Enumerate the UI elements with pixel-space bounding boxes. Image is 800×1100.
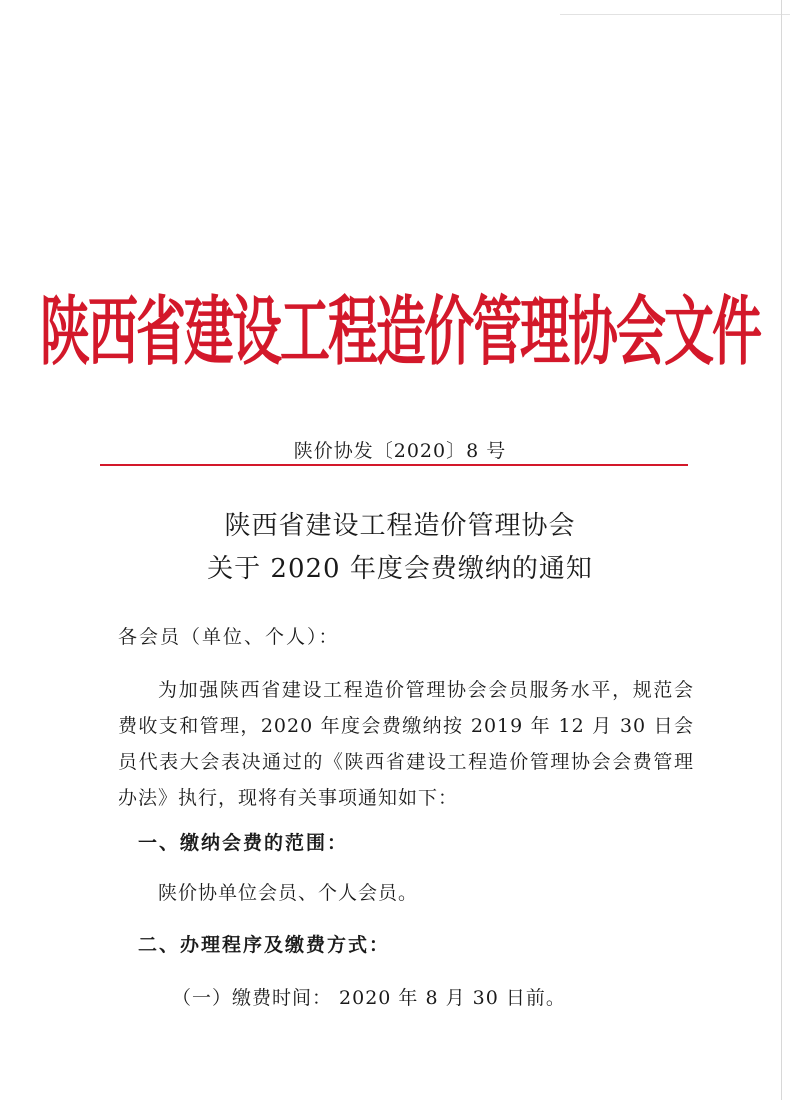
section1-heading: 一、缴纳会费的范围： <box>138 832 349 854</box>
salutation: 各会员（单位、个人）： <box>118 626 340 648</box>
org-file-title: 陕西省建设工程造价管理协会文件 <box>40 288 760 376</box>
document-number: 陕价协发〔2020〕8 号 <box>293 440 507 462</box>
red-divider-line <box>100 464 688 466</box>
notice-title-line1: 陕西省建设工程造价管理协会 <box>224 511 576 541</box>
notice-title-line2: 关于 2020 年度会费缴纳的通知 <box>207 554 593 584</box>
section2-heading: 二、办理程序及缴费方式： <box>138 934 391 956</box>
section2-item1: （一）缴费时间： 2020 年 8 月 30 日前。 <box>172 987 566 1009</box>
intro-paragraph: 为加强陕西省建设工程造价管理协会会员服务水平，规范会费收支和管理，2020 年度会费缴纳按 2019 年 12 月 30 日会员代表大会表决通过的《陕西省建设工程造价管理协会会费管理办法》执行，现将有关事项通知如下： <box>118 679 694 809</box>
section1-text: 陕价协单位会员、个人会员。 <box>158 882 419 904</box>
scan-edge-top <box>560 14 790 15</box>
